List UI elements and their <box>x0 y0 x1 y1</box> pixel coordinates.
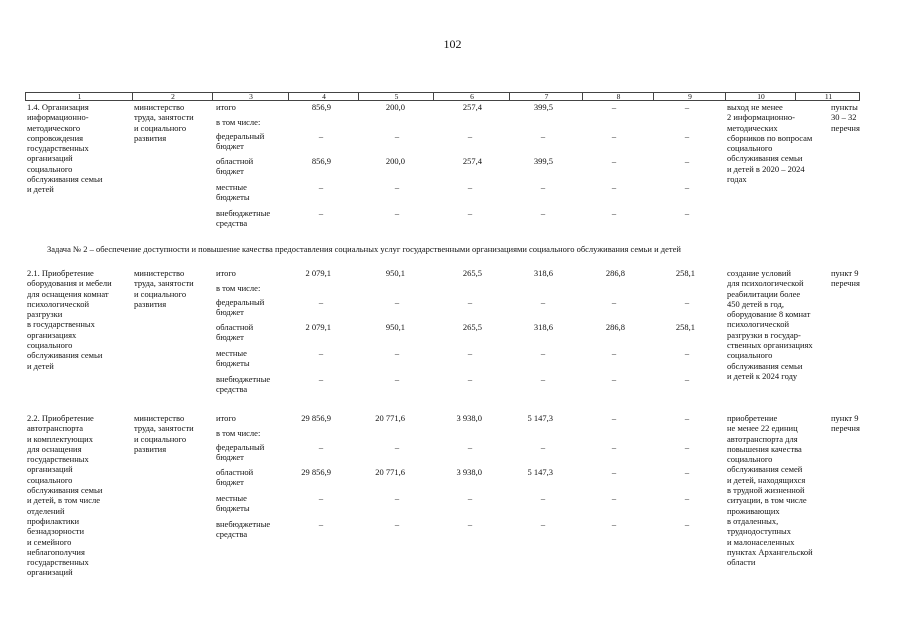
funding-value: – <box>318 374 324 384</box>
funding-value: – <box>611 102 617 112</box>
funding-value: 2 079,1 <box>305 322 331 332</box>
funding-value: 2 079,1 <box>305 268 331 278</box>
column-number: 9 <box>688 92 692 101</box>
funding-source-label: в том числе: <box>216 428 261 438</box>
funding-value: 286,8 <box>605 322 625 332</box>
funding-value: – <box>684 493 690 503</box>
funding-value: – <box>611 297 617 307</box>
funding-source-label: внебюджетные средства <box>216 519 271 540</box>
funding-value: – <box>540 131 546 141</box>
funding-value: – <box>467 297 473 307</box>
funding-value: – <box>611 182 617 192</box>
plan-reference: пункты 30 – 32 перечня <box>831 102 860 133</box>
responsible-executor: министерство труда, занятости и социального развития <box>134 268 194 309</box>
funding-value: – <box>318 182 324 192</box>
funding-value: 856,9 <box>311 156 331 166</box>
funding-source-label: итого <box>216 413 236 423</box>
funding-value: 265,5 <box>462 268 482 278</box>
funding-value: – <box>611 493 617 503</box>
funding-value: – <box>540 374 546 384</box>
column-number: 3 <box>249 92 253 101</box>
funding-value: – <box>394 208 400 218</box>
funding-value: 856,9 <box>311 102 331 112</box>
funding-value: – <box>540 348 546 358</box>
funding-value: – <box>684 208 690 218</box>
funding-value: – <box>611 348 617 358</box>
funding-value: – <box>467 519 473 529</box>
funding-value: 3 938,0 <box>456 467 482 477</box>
funding-value: – <box>611 519 617 529</box>
funding-value: – <box>684 413 690 423</box>
funding-value: – <box>540 182 546 192</box>
funding-value: 5 147,3 <box>527 413 553 423</box>
funding-value: – <box>540 208 546 218</box>
funding-value: 200,0 <box>385 102 405 112</box>
funding-value: – <box>684 348 690 358</box>
task-2-heading: Задача № 2 – обеспечение доступности и повышение качества предоставления социальных услуг государственными организациями социального обслуживания семьи и детей <box>47 244 681 254</box>
funding-value: – <box>394 374 400 384</box>
funding-value: 265,5 <box>462 322 482 332</box>
plan-reference: пункт 9 перечня <box>831 268 860 289</box>
funding-value: 399,5 <box>533 156 553 166</box>
expected-result: выход не менее 2 информационно- методических сборников по вопросам социального обслуживания семьи и детей в 2020 – 2024 годах <box>727 102 813 185</box>
funding-value: – <box>318 348 324 358</box>
funding-source-label: в том числе: <box>216 283 261 293</box>
activity-name: 1.4. Организация информационно- методического сопровождения государственных организаций социального обслуживания семьи и детей <box>27 102 103 195</box>
funding-source-label: итого <box>216 268 236 278</box>
funding-value: 20 771,6 <box>375 467 405 477</box>
funding-value: – <box>540 442 546 452</box>
funding-value: – <box>467 442 473 452</box>
funding-value: – <box>684 156 690 166</box>
funding-value: 29 856,9 <box>301 413 331 423</box>
funding-source-label: федеральный бюджет <box>216 297 265 318</box>
column-number: 8 <box>616 92 621 101</box>
funding-value: 399,5 <box>533 102 553 112</box>
funding-value: – <box>684 102 690 112</box>
funding-source-label: областной бюджет <box>216 156 254 177</box>
funding-value: – <box>540 297 546 307</box>
funding-value: – <box>684 467 690 477</box>
funding-value: – <box>318 297 324 307</box>
column-number-header <box>25 92 860 101</box>
funding-source-label: областной бюджет <box>216 467 254 488</box>
funding-value: 950,1 <box>385 322 405 332</box>
funding-value: – <box>394 297 400 307</box>
funding-source-label: местные бюджеты <box>216 182 250 203</box>
expected-result: приобретение не менее 22 единиц автотранспорта для повышения качества социального обслуживания семей и детей, находящихся в трудной жизненной ситуации, в том числе проживающих в отдаленных, труднодоступных и малонаселенных пунктах Архангельской области <box>727 413 813 568</box>
funding-value: – <box>467 208 473 218</box>
funding-source-label: областной бюджет <box>216 322 254 343</box>
funding-value: 318,6 <box>533 322 553 332</box>
funding-value: 5 147,3 <box>527 467 553 477</box>
funding-value: 20 771,6 <box>375 413 405 423</box>
funding-value: 257,4 <box>462 102 482 112</box>
funding-source-label: итого <box>216 102 236 112</box>
column-number: 10 <box>757 92 765 101</box>
column-number: 7 <box>544 92 549 101</box>
funding-value: – <box>611 442 617 452</box>
funding-value: – <box>467 374 473 384</box>
column-number: 6 <box>470 92 474 101</box>
funding-value: – <box>318 131 324 141</box>
funding-value: – <box>394 442 400 452</box>
page-number: 102 <box>443 37 462 51</box>
funding-value: 286,8 <box>605 268 625 278</box>
funding-value: – <box>540 493 546 503</box>
column-number: 5 <box>394 92 399 101</box>
funding-value: – <box>611 156 617 166</box>
funding-value: 258,1 <box>675 268 695 278</box>
funding-value: – <box>611 413 617 423</box>
funding-value: – <box>611 467 617 477</box>
column-number: 4 <box>322 92 326 101</box>
funding-source-label: внебюджетные средства <box>216 374 271 395</box>
funding-value: – <box>318 519 324 529</box>
funding-value: – <box>394 348 400 358</box>
funding-value: 200,0 <box>385 156 405 166</box>
funding-value: – <box>467 348 473 358</box>
funding-source-label: в том числе: <box>216 117 261 127</box>
funding-value: – <box>467 493 473 503</box>
funding-value: – <box>467 131 473 141</box>
funding-value: – <box>394 493 400 503</box>
funding-value: – <box>540 519 546 529</box>
funding-value: – <box>394 182 400 192</box>
activity-name: 2.2. Приобретение автотранспорта и комплектующих для оснащения государственных организаций социального обслуживания семьи и детей, в том числе отделений профилактики безнадзорности и семейного неблагополучия государственных организаций <box>27 413 103 578</box>
funding-value: – <box>318 442 324 452</box>
funding-value: – <box>684 182 690 192</box>
funding-value: 29 856,9 <box>301 467 331 477</box>
funding-value: 950,1 <box>385 268 405 278</box>
column-number: 1 <box>77 92 82 101</box>
funding-value: – <box>684 519 690 529</box>
funding-value: – <box>684 297 690 307</box>
funding-value: – <box>611 208 617 218</box>
funding-source-label: внебюджетные средства <box>216 208 271 229</box>
plan-reference: пункт 9 перечня <box>831 413 860 434</box>
funding-value: – <box>318 493 324 503</box>
funding-value: – <box>684 442 690 452</box>
funding-value: – <box>467 182 473 192</box>
funding-source-label: федеральный бюджет <box>216 442 265 463</box>
activity-name: 2.1. Приобретение оборудования и мебели для оснащения комнат психологической разгрузки в государственных организациях социального обслуживания семьи и детей <box>27 268 112 371</box>
funding-source-label: федеральный бюджет <box>216 131 265 152</box>
expected-result: создание условий для психологической реабилитации более 450 детей в год, оборудование 8 комнат психологической разгрузки в государ- ственных организациях социального обслуживания семьи и детей к 2024 году <box>727 268 813 381</box>
funding-value: 257,4 <box>462 156 482 166</box>
responsible-executor: министерство труда, занятости и социального развития <box>134 102 194 143</box>
responsible-executor: министерство труда, занятости и социального развития <box>134 413 194 454</box>
funding-value: – <box>684 131 690 141</box>
funding-source-label: местные бюджеты <box>216 493 250 514</box>
column-number: 2 <box>171 92 175 101</box>
funding-value: – <box>611 374 617 384</box>
funding-value: – <box>684 374 690 384</box>
funding-value: – <box>394 131 400 141</box>
funding-value: – <box>394 519 400 529</box>
funding-source-label: местные бюджеты <box>216 348 250 369</box>
funding-value: 318,6 <box>533 268 553 278</box>
funding-value: – <box>318 208 324 218</box>
funding-value: 3 938,0 <box>456 413 482 423</box>
funding-value: 258,1 <box>675 322 695 332</box>
funding-value: – <box>611 131 617 141</box>
column-number: 11 <box>824 92 833 101</box>
